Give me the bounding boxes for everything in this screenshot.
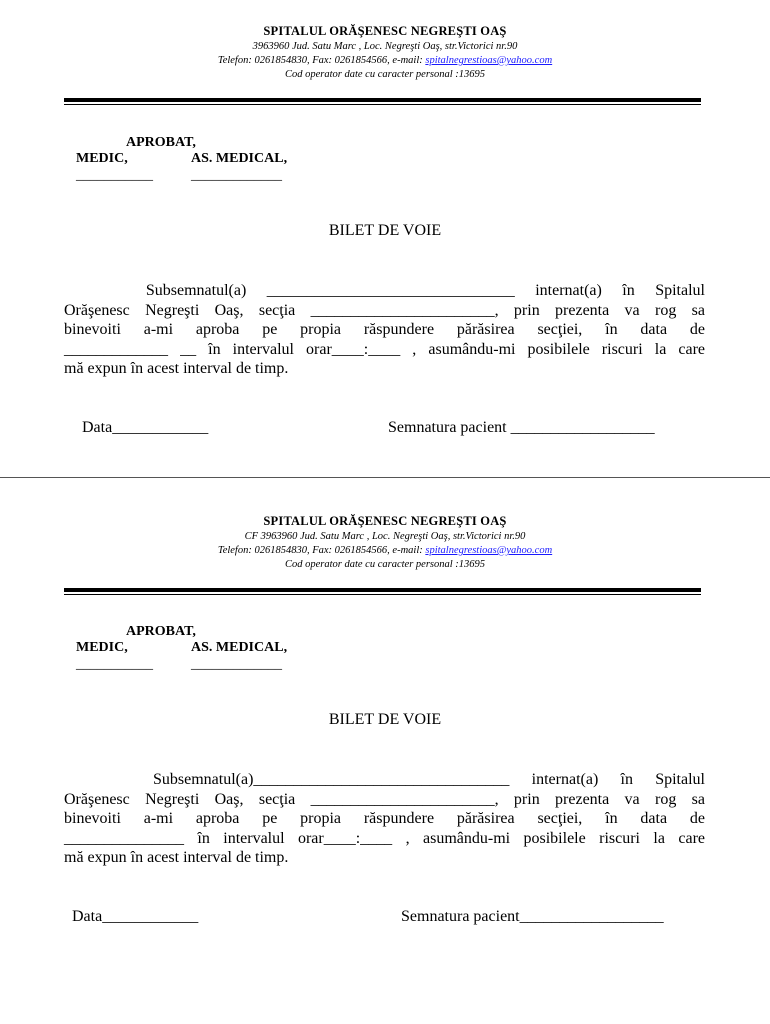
date-field: Data____________ bbox=[72, 908, 199, 925]
operator-code: Cod operator date cu caracter personal :13695 bbox=[284, 69, 486, 80]
medic-label: MEDIC, bbox=[76, 640, 128, 655]
contact-phone-fax: Telefon: 0261854830, Fax: 0261854566, e-mail: bbox=[217, 55, 426, 66]
email-link[interactable]: spitalnegrestioas@yahoo.com bbox=[425, 55, 553, 66]
leave-request-text bbox=[64, 770, 705, 868]
patient-signature-field: Semnatura pacient __________________ bbox=[388, 419, 655, 436]
hospital-name: SPITALUL ORĂŞENESC NEGREŞTI OAŞ bbox=[263, 24, 507, 38]
email-link[interactable]: spitalnegrestioas@yahoo.com bbox=[425, 545, 553, 556]
text-line: _____________ __ în intervalul orar____:____ , asumându-mi posibilele riscuri la care bbox=[64, 340, 705, 358]
medic-label: MEDIC, bbox=[76, 151, 128, 166]
as-signature-line: _____________ bbox=[191, 168, 282, 183]
text-line: Subsemnatul(a) _______________________________ internat(a) în Spitalul bbox=[64, 282, 705, 299]
leave-request-text bbox=[64, 281, 705, 379]
medic-signature-line: ___________ bbox=[76, 168, 153, 183]
document-title: BILET DE VOIE bbox=[328, 711, 442, 728]
approved-label: APROBAT, bbox=[126, 135, 196, 150]
hospital-contact bbox=[0, 545, 770, 556]
as-medical-label: AS. MEDICAL, bbox=[191, 151, 288, 166]
text-line: Orăşenesc Negreşti Oaş, secţia _______________________, prin prezenta va rog sa bbox=[64, 790, 705, 808]
operator-code: Cod operator date cu caracter personal :13695 bbox=[284, 559, 486, 570]
header-rule-thin bbox=[64, 104, 701, 105]
approved-label: APROBAT, bbox=[126, 624, 196, 639]
text-line: Subsemnatul(a)________________________________ internat(a) în Spitalul bbox=[64, 771, 705, 788]
contact-phone-fax: Telefon: 0261854830, Fax: 0261854566, e-mail: bbox=[217, 545, 426, 556]
document-title: BILET DE VOIE bbox=[328, 222, 442, 239]
hospital-contact bbox=[0, 55, 770, 66]
text-line: mă expun în acest interval de timp. bbox=[64, 849, 289, 866]
hospital-address: 3963960 Jud. Satu Marc , Loc. Negreşti Oaş, str.Victorici nr.90 bbox=[252, 41, 518, 52]
text-line: binevoiti a-mi aproba pe propia răspundere părăsirea secţiei, în data de bbox=[64, 321, 705, 338]
medic-signature-line: ___________ bbox=[76, 657, 153, 672]
patient-signature-field: Semnatura pacient__________________ bbox=[401, 908, 664, 925]
header-rule-thick bbox=[64, 588, 701, 592]
as-medical-label: AS. MEDICAL, bbox=[191, 640, 288, 655]
text-line: binevoiti a-mi aproba pe propia răspundere părăsirea secţiei, în data de bbox=[64, 810, 705, 827]
header-rule-thin bbox=[64, 594, 701, 595]
hospital-name: SPITALUL ORĂŞENESC NEGREŞTI OAŞ bbox=[263, 514, 507, 528]
date-field: Data____________ bbox=[82, 419, 209, 436]
cut-line-divider bbox=[0, 477, 770, 478]
header-rule-thick bbox=[64, 98, 701, 102]
as-signature-line: _____________ bbox=[191, 657, 282, 672]
text-line: _______________ în intervalul orar____:____ , asumându-mi posibilele riscuri la care bbox=[64, 829, 705, 847]
hospital-address: CF 3963960 Jud. Satu Marc , Loc. Negreşti Oaş, str.Victorici nr.90 bbox=[244, 531, 526, 542]
text-line: Orăşenesc Negreşti Oaş, secţia _______________________, prin prezenta va rog sa bbox=[64, 301, 705, 319]
text-line: mă expun în acest interval de timp. bbox=[64, 360, 289, 377]
